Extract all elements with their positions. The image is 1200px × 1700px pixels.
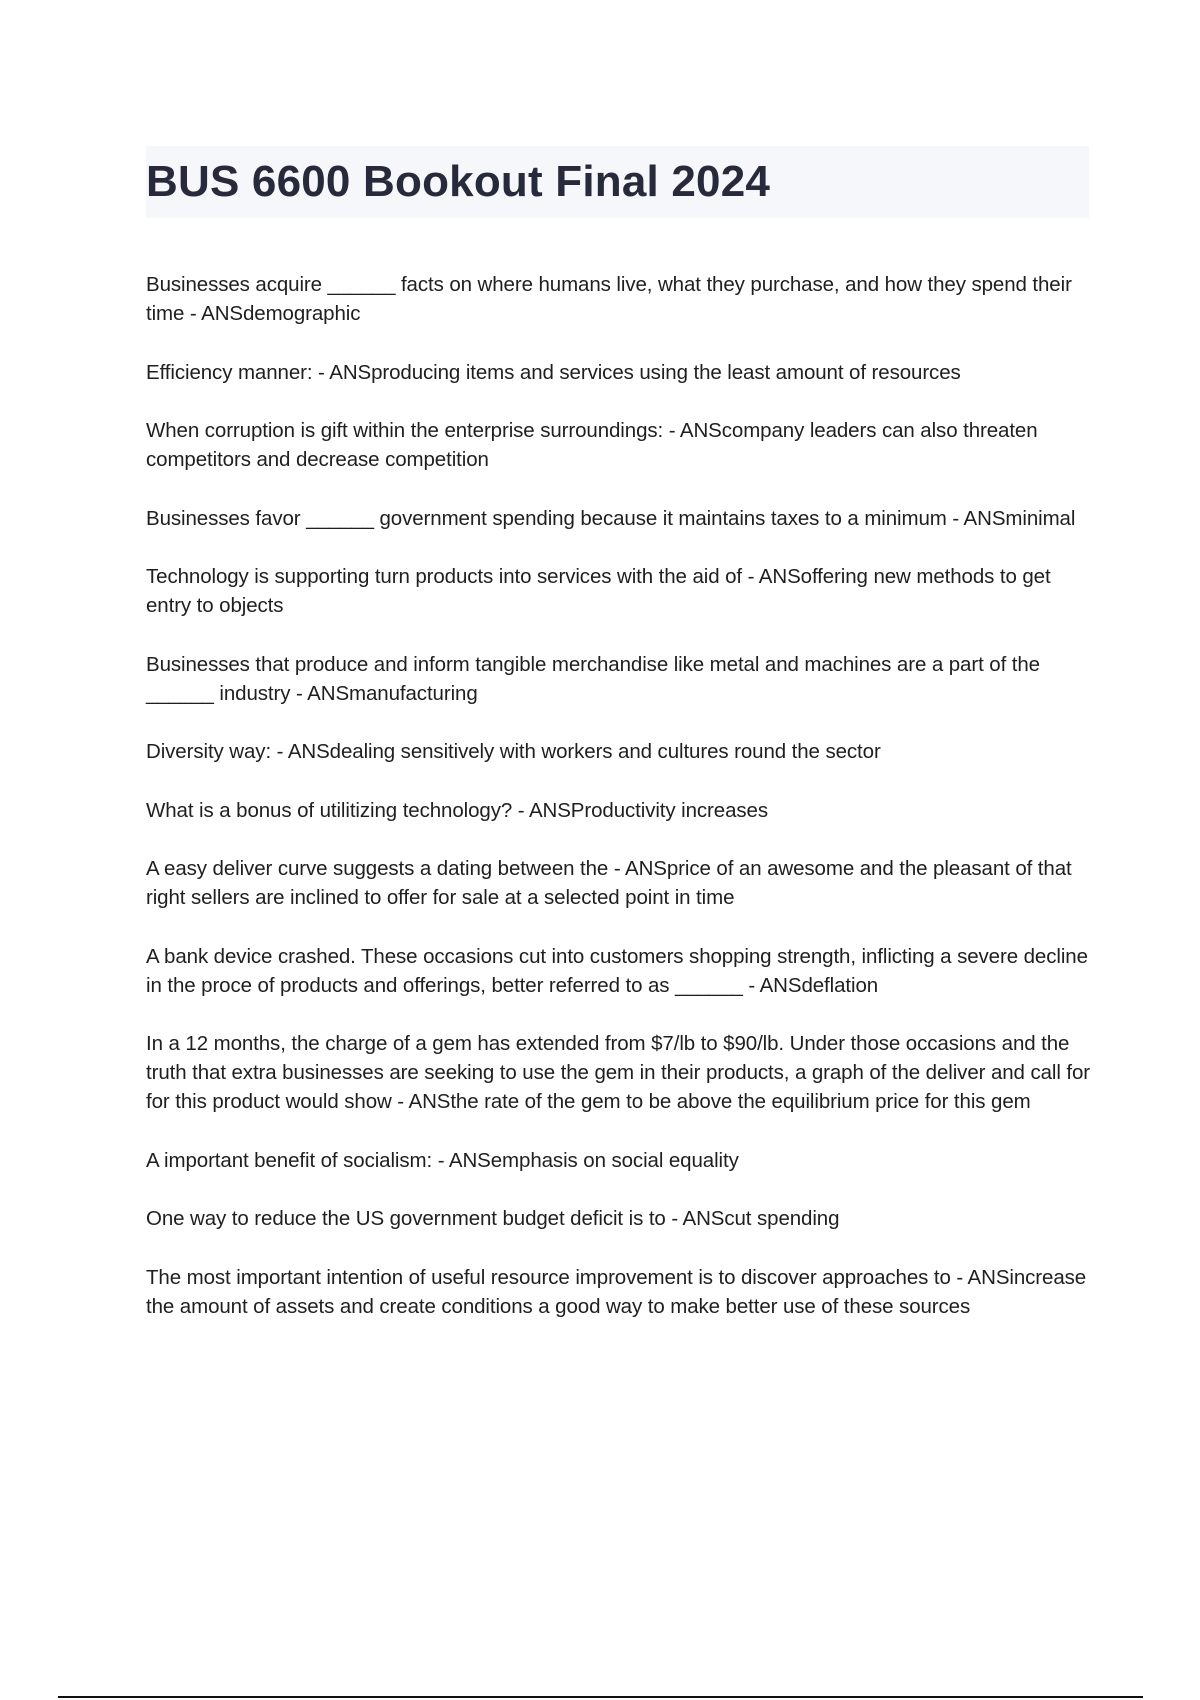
qa-item: A easy deliver curve suggests a dating between the - ANSprice of an awesome and the pleasant of that right sellers are inclined to offer for sale at a selected point in time [146,857,1072,909]
qa-item: Diversity way: - ANSdealing sensitively with workers and cultures round the sector [146,740,881,763]
qa-item: One way to reduce the US government budget deficit is to - ANScut spending [146,1207,840,1230]
qa-item: Efficiency manner: - ANSproducing items and services using the least amount of resources [146,360,961,384]
qa-item: When corruption is gift within the enterprise surroundings: - ANScompany leaders can also threaten competitors and decrease competition [146,419,1038,471]
qa-item: The most important intention of useful resource improvement is to discover approaches to - ANSincrease the amount of assets and create conditions a good way to make better use of these sources [146,1265,1087,1318]
footer-divider [58,1696,1143,1698]
document-title: BUS 6600 Bookout Final 2024 [146,157,771,206]
qa-item: In a 12 months, the charge of a gem has extended from $7/lb to $90/lb. Under those occasions and the truth that extra businesses are seeking to use the gem in their products, a graph of the deliver and call for for this product would show - ANSthe rate of the gem to be above the equilibrium price for this gem [146,1032,1091,1113]
qa-item: Businesses that produce and inform tangible merchandise like metal and machines are a part of the ______ industry - ANSmanufacturing [146,652,1040,705]
qa-item: What is a bonus of utilitizing technology? - ANSProductivity increases [146,798,768,822]
title-banner [146,146,1089,218]
qa-item: A bank device crashed. These occasions cut into customers shopping strength, inflicting a severe decline in the proce of products and offerings, better referred to as ______ - ANSdeflation [146,944,1088,997]
qa-item: Businesses favor ______ government spending because it maintains taxes to a minimum - ANSminimal [146,506,1076,530]
qa-list [146,270,1096,1350]
qa-item: Businesses acquire ______ facts on where humans live, what they purchase, and how they spend their time - ANSdemographic [146,273,1072,325]
qa-item: A important benefit of socialism: - ANSemphasis on social equality [146,1148,739,1172]
qa-item: Technology is supporting turn products into services with the aid of - ANSoffering new methods to get entry to objects [146,565,1051,617]
